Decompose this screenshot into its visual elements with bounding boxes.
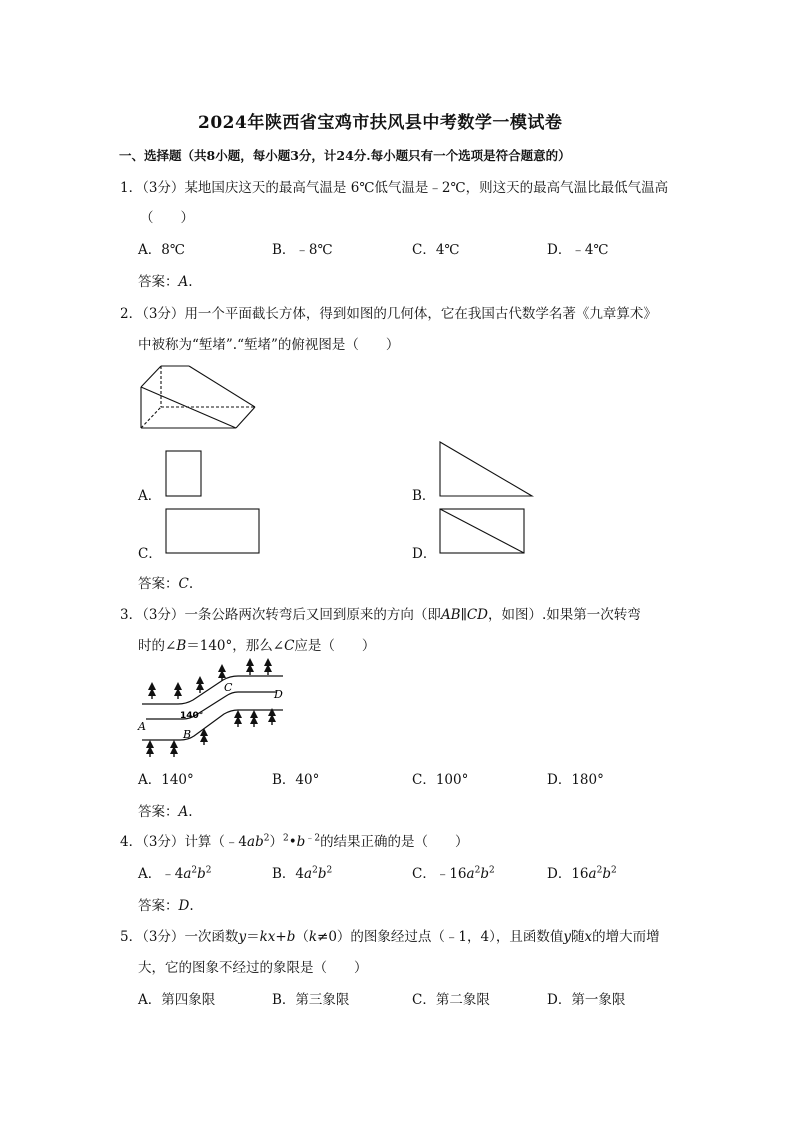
question-text: 某地国庆这天的最高气温是 6℃低气温是﹣2℃，则这天的最高气温比最低气温高 <box>184 180 669 196</box>
q3-option-b: B．40° <box>272 772 320 788</box>
label-d: D <box>274 688 283 701</box>
q5-option-d: D．第一象限 <box>547 992 626 1008</box>
question-number: 5． <box>120 929 143 945</box>
page-title: 2024年陕西省宝鸡市扶风县中考数学一模试卷 <box>198 113 563 133</box>
q2-option-a: A． <box>138 488 162 504</box>
question-points: （3分） <box>142 180 185 196</box>
question-points: （3分） <box>142 834 185 850</box>
q2-option-b: B． <box>412 488 436 504</box>
section-header: 一、选择题（共8小题，每小题3分，计24分.每小题只有一个选项是符合题意的） <box>119 148 571 163</box>
q5-option-b: B．第三象限 <box>272 992 350 1008</box>
question-number: 4． <box>120 834 143 850</box>
tree-icons <box>146 658 276 757</box>
q3-option-d: D．180° <box>547 772 604 788</box>
question-points: （3分） <box>142 607 185 623</box>
angle-label: 140° <box>180 711 204 721</box>
question-number: 3． <box>120 607 143 623</box>
q1-option-a: A．8℃ <box>138 242 185 258</box>
q2-option-d: D． <box>412 546 437 562</box>
q3-answer: 答案：A. <box>138 804 193 820</box>
q2-option-c-figure <box>165 508 261 556</box>
question-5-line-2: 大，它的图象不经过的象限是（ ） <box>138 960 368 976</box>
label-b: B <box>183 728 192 741</box>
question-1-line-2: （ ） <box>140 210 194 226</box>
q2-option-a-figure <box>165 450 203 498</box>
q1-option-b: B．﹣8℃ <box>272 242 333 258</box>
q4-option-c: C．$﹣16a^2b^2$ <box>412 865 495 882</box>
q4-option-d: D．$16a^2b^2$ <box>547 865 617 882</box>
q2-answer-value: C <box>178 576 189 592</box>
q1-answer: 答案：A. <box>138 274 193 290</box>
q2-option-d-figure <box>439 508 527 556</box>
label-a: A <box>138 720 146 733</box>
question-points: （3分） <box>142 306 185 322</box>
question-2-line-1 <box>120 302 657 322</box>
prism-figure <box>138 362 258 432</box>
q2-answer: 答案：C. <box>138 576 194 592</box>
q2-option-c: C． <box>138 546 162 562</box>
question-5-line-1: 5．（3分）一次函数y＝kx+b（k≠0）的图象经过点（﹣1，4），且函数值y随x的增大而增 <box>120 929 660 945</box>
q4-answer-value: D <box>178 898 190 914</box>
q3-option-c: C．100° <box>412 772 469 788</box>
question-3-line-1: 3．（3分）一条公路两次转弯后又回到原来的方向（即AB∥CD，如图）.如果第一次转弯 <box>120 607 641 623</box>
question-text: 用一个平面截长方体，得到如图的几何体，它在我国古代数学名著《九章算术》 <box>184 306 657 322</box>
q4-option-b: B．$4a^2b^2$ <box>272 865 333 882</box>
question-number: 1． <box>120 180 143 196</box>
q3-option-a: A．140° <box>138 772 194 788</box>
q1-answer-value: A <box>178 274 189 290</box>
question-1-line-1 <box>120 176 668 196</box>
q2-option-b-figure <box>439 441 535 499</box>
q1-option-c: C．4℃ <box>412 242 460 258</box>
question-2-line-2: 中被称为“堑堵”.“堑堵”的俯视图是（ ） <box>138 337 400 353</box>
road-figure <box>138 660 288 760</box>
question-4-line-1: 4．（3分）计算$(﹣4ab^2)^2•b^{﹣2}$的结果正确的是（ ） <box>120 833 469 850</box>
q5-option-c: C．第二象限 <box>412 992 490 1008</box>
q1-option-d: D．﹣4℃ <box>547 242 609 258</box>
label-c: C <box>224 681 233 694</box>
q4-option-a: A．$﹣4a^2b^2$ <box>138 865 212 882</box>
question-3-line-2: 时的∠B＝140°，那么∠C应是（ ） <box>138 638 376 654</box>
question-points: （3分） <box>142 929 185 945</box>
question-number: 2． <box>120 306 143 322</box>
q3-answer-value: A <box>178 804 189 820</box>
q5-option-a: A．第四象限 <box>138 992 216 1008</box>
q4-answer: 答案：D. <box>138 898 194 914</box>
